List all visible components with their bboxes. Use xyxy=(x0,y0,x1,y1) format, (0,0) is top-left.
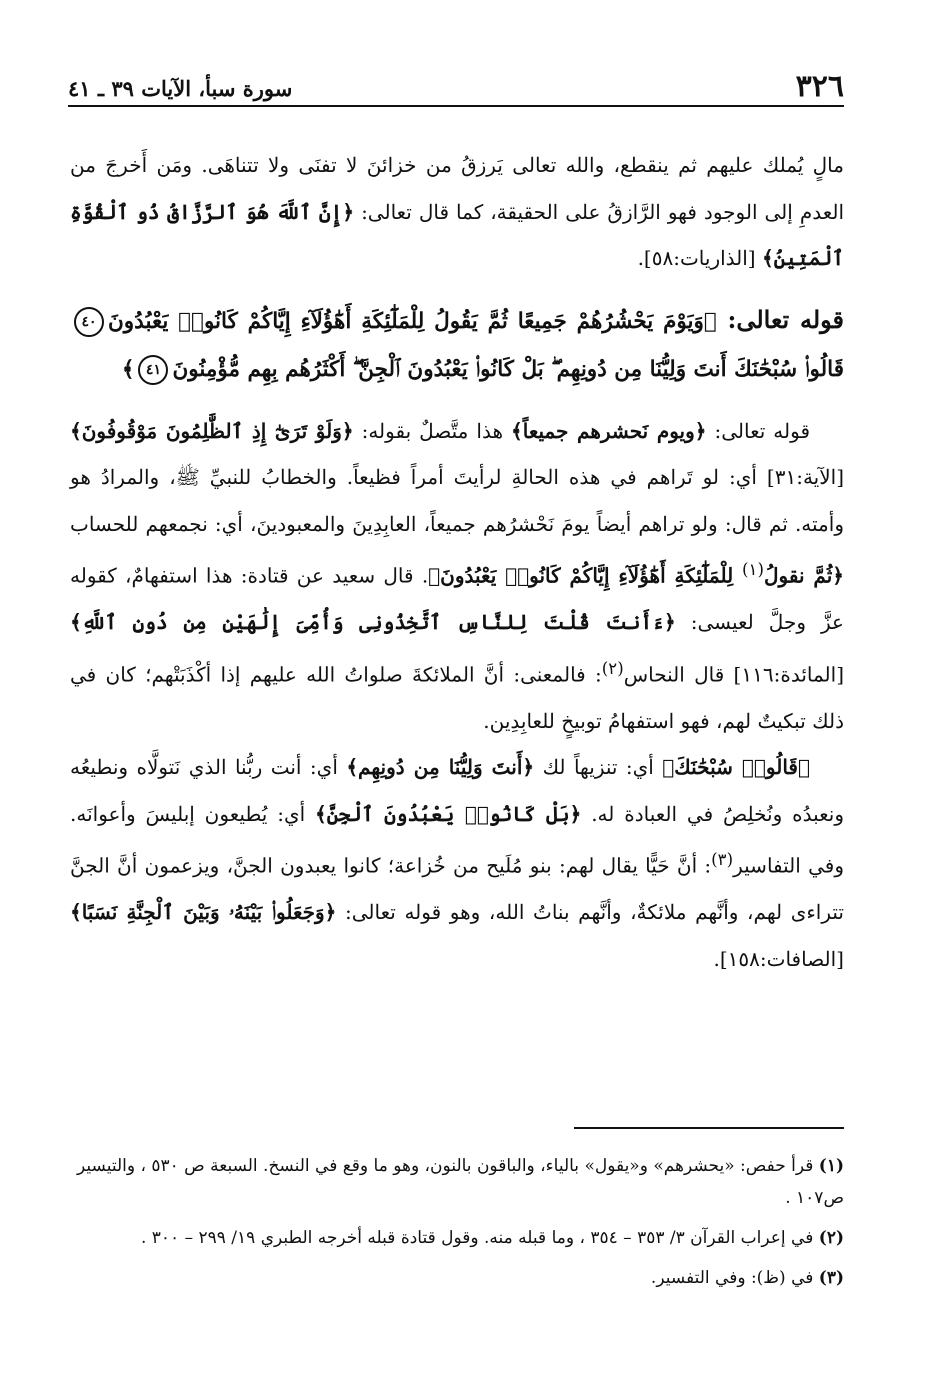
footnote-text: في (ظ): وفي التفسير. xyxy=(650,1268,819,1288)
paragraph-text: : أنَّ حَيًّا يقال لهم: بنو مُلَيح من خُزاعة؛ كانوا يعبدون الجنَّ، ويزعمون أنَّ الجنَّ تتراءى لهم، وأنَّهم ملائكةٌ، وأنَّهم بناتُ الله، وهو قوله تعالى: xyxy=(70,853,844,925)
ayah-number-marker: ٤١ xyxy=(138,355,168,385)
paragraph-commentary xyxy=(70,408,844,745)
quran-quote: لِلْمَلَٰٓئِكَةِ أَهَٰٓؤُلَآءِ إِيَّاكُمْ كَانُوا۟ يَعْبُدُونَ﴾ xyxy=(428,563,743,588)
verse-close-bracket: ﴾ xyxy=(121,356,135,382)
paragraph-intro xyxy=(70,142,844,282)
page-body xyxy=(70,142,844,982)
paragraph-text: أي: يُطيعون إبليسَ وأعوانَه. وفي التفاسير xyxy=(70,801,844,878)
paragraph-text: [المائدة:١١٦] قال النحاس xyxy=(623,662,844,687)
quran-quote: ﴿ويوم نَحشرهم جميعاً﴾ xyxy=(511,418,707,443)
footnote-number: (١) xyxy=(818,1156,844,1176)
paragraph-text: [الآية:٣١] أي: لو تَراهم في هذه الحالةِ لرأيتَ أمراً فظيعاً. والخطابُ للنبيِّ ﷺ، والمرادُ هو وأمته. ثم قال: ولو تراهم أيضاً يومَ نَحْشرُهم جميعاً، العابِدِينَ والمعبودينَ، أي: نجمعهم للحساب xyxy=(70,465,845,536)
surah-title: سورة سبأ، الآيات ٣٩ ـ ٤١ xyxy=(68,76,293,101)
paragraph-text: . قال سعيد عن قتادة: هذا استفهامٌ، كقوله عزَّ وجلَّ لعيسى: xyxy=(70,563,844,635)
paragraph-text: أي: أنت ربُّنا الذي نَتولَّاه ونطيعُه ونعبدُه ونُخلِصُ في العبادة له. xyxy=(70,755,844,826)
quran-quote: ﴿أَنتَ وَلِيُّنَا مِن دُونِهِم﴾ xyxy=(346,755,535,780)
quran-quote: ﴿بَلْ كَانُوا۟ يَعْبُدُونَ ٱلْجِنَّ﴾ xyxy=(315,801,582,826)
verse-text: ﴿وَيَوْمَ يَحْشُرُهُمْ جَمِيعًا ثُمَّ يَقُولُ لِلْمَلَٰٓئِكَةِ أَهَٰٓؤُلَآءِ إِيَّاكُمْ كَانُوا۟ يَعْبُدُونَ xyxy=(108,308,717,334)
footnote-ref[interactable]: (١) xyxy=(742,560,764,579)
quran-quote: ﴿إِنَّ ٱللَّهَ هُوَ ٱلرَّزَّاقُ ذُو ٱلْقُوَّةِ ٱلْمَتِينُ﴾ xyxy=(70,199,844,270)
paragraph-text: أي: تنزيهاً لك xyxy=(534,755,663,780)
paragraph-commentary xyxy=(70,744,844,982)
header-divider xyxy=(68,105,844,107)
quran-quote: ﴿ثُمَّ نقولُ xyxy=(763,563,844,588)
verse-lead: قوله تعالى: xyxy=(716,304,845,334)
paragraph-text: مالٍ يُملك عليهم ثم ينقطع، والله تعالى يَرزقُ من خزائنَ لا تفنَى ولا تتناهَى. ومَن أَخرجَ من العدمِ إلى الوجود فهو الرَّازقُ على الحقيقة، كما قال تعالى: xyxy=(70,153,844,224)
verse-block xyxy=(70,296,844,394)
running-header xyxy=(68,62,844,102)
paragraph-text: هذا متَّصلٌ بقوله: xyxy=(353,418,511,443)
paragraph-text: قوله تعالى: xyxy=(706,418,811,443)
footnote-number: (٢) xyxy=(818,1228,844,1248)
footnote-item xyxy=(70,1150,844,1214)
quran-quote: ﴿قَالُوا۟ سُبْحَٰنَكَ﴾ xyxy=(662,755,810,780)
page-number: ٣٢٦ xyxy=(795,69,844,104)
footnote-number: (٣) xyxy=(818,1268,844,1288)
footnote-divider xyxy=(574,1127,844,1129)
verse-text: قَالُوا۟ سُبْحَٰنَكَ أَنتَ وَلِيُّنَا مِن دُونِهِم ۖ بَلْ كَانُوا۟ يَعْبُدُونَ ٱلْجِنَّ ۖ أَكْثَرُهُم بِهِم مُّؤْمِنُونَ xyxy=(172,356,844,382)
quran-quote: ﴿وَجَعَلُوا۟ بَيْنَهُۥ وَبَيْنَ ٱلْجِنَّةِ نَسَبًا﴾ xyxy=(70,900,337,925)
quran-quote: ﴿وَلَوْ تَرَىٰٓ إِذِ ٱلظَّٰلِمُونَ مَوْقُوفُونَ﴾ xyxy=(70,418,354,443)
quran-quote: ﴿ءَأَنتَ قُلْتَ لِلنَّاسِ ٱتَّخِذُونِى وَأُمِّىَ إِلَٰهَيْنِ مِن دُونِ ٱللَّهِ﴾ xyxy=(70,610,676,635)
footnote-item xyxy=(70,1262,844,1294)
footnote-ref[interactable]: (٢) xyxy=(601,658,624,678)
footnote-text: في إعراب القرآن ٣/ ٣٥٣ – ٣٥٤ ، وما قبله منه. وقول قتادة قبله أخرجه الطبري ١٩/ ٢٩٩ – ٣٠٠ . xyxy=(140,1228,819,1248)
citation: [الصافات:١٥٨]. xyxy=(713,946,844,971)
footnotes xyxy=(70,1150,844,1302)
footnote-ref[interactable]: (٣) xyxy=(711,850,734,870)
footnote-item xyxy=(70,1222,844,1254)
paragraph-text: : فالمعنى: أنَّ الملائكةَ صلواتُ الله عليهم إذا أكْذَبَتْهم؛ كان في ذلك تبكيتٌ لهم، فهو استفهامُ توبيخٍ للعابِدِين. xyxy=(70,662,844,733)
footnote-text: قرأ حفص: «يحشرهم» و«يقول» بالياء، والباقون بالنون، وهو ما وقع في النسخ. السبعة ص ٥٣٠ ، والتيسير ص١٠٧ . xyxy=(77,1156,844,1208)
citation: [الذاريات:٥٨]. xyxy=(637,246,762,270)
ayah-number-marker: ٤٠ xyxy=(74,307,104,337)
